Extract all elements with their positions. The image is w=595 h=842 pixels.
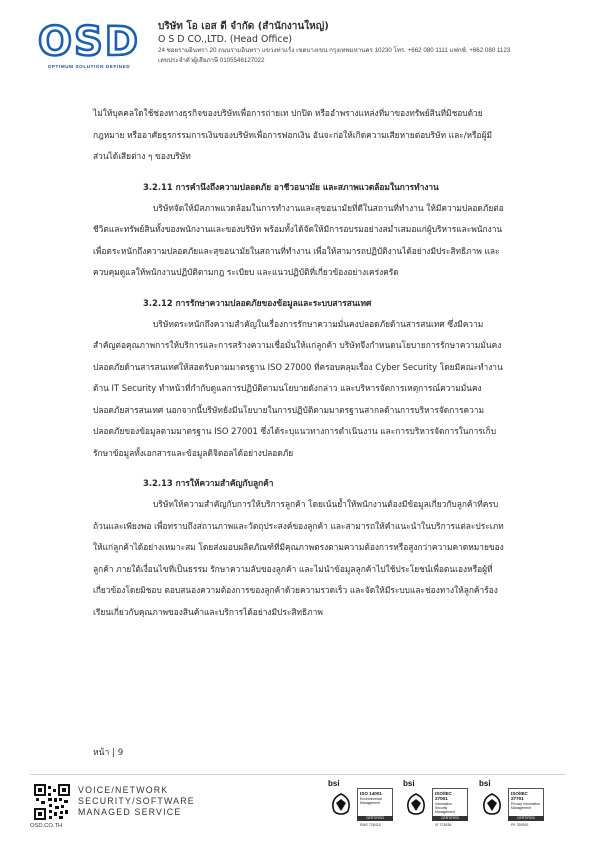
service-line-3: MANAGED SERVICE — [78, 807, 182, 817]
qr-code-icon — [34, 784, 70, 820]
cert-box — [432, 788, 468, 818]
osd-logo-mark — [30, 20, 148, 62]
osd-logo-text: OSD — [37, 20, 141, 62]
bsi-cert-iso27701 — [479, 779, 549, 831]
company-tax-id: เลขประจำตัวผู้เสียภาษี 0105546127022 — [158, 57, 265, 64]
cert-standard: ISO/IEC 27701 — [511, 791, 528, 801]
cert-status: CERTIFIED — [357, 816, 393, 821]
cert-description: Privacy Information Management — [511, 802, 541, 810]
footer-website: OSD.CO.TH — [30, 823, 63, 829]
cert-code: PII 759553 — [511, 823, 529, 827]
cert-code: IS 723838 — [435, 823, 452, 827]
cert-box — [508, 788, 544, 818]
intro-paragraph: ไม่ให้บุคคลใดใช้ช่องทางธุรกิจของบริษัทเพื่อการถ่ายเท ปกปิด หรืออำพรางแหล่งที่มาของทรัพย์สินที่มิชอบด้วยกฎหมาย หรืออาศัยธุรกรรมการเงินของบริษัทเพื่อการฟอกเงิน อันจะก่อให้เกิดความเสียหายต่อบริษัท และ/หรือผู้มีส่วนได้เสียต่าง ๆ ของบริษัท — [93, 108, 493, 161]
osd-logo — [30, 20, 148, 76]
cert-status: CERTIFIED — [508, 816, 544, 821]
section-heading-3-2-12: 3.2.12 การรักษาความปลอดภัยของข้อมูลและระบบสารสนเทศ — [143, 297, 372, 308]
service-line-1: VOICE/NETWORK — [78, 785, 169, 795]
cert-description: Information Security Management — [435, 802, 455, 814]
company-name-en: O S D CO.,LTD. (Head Office) — [158, 34, 293, 45]
bsi-logo: bsi — [403, 779, 415, 788]
kitemark-icon — [403, 791, 429, 817]
cert-box — [357, 788, 393, 818]
section-heading-3-2-13: 3.2.13 การให้ความสำคัญกับลูกค้า — [143, 478, 274, 488]
section-text-3-2-13: บริษัทให้ความสำคัญกับการให้บริการลูกค้า โดยเน้นย้ำให้พนักงานต้องมีข้อมูลเกี่ยวกับลูกค้าที่ครบถ้วนและเพียงพอ เพื่อทราบถึงสถานภาพและวัตถุประสงค์ของลูกค้า และสามารถให้คำแนะนำในบริการแต่ละประเภทให้แก่ลูกค้าได้อย่างเหมาะสม โดยส่งมอบผลิตภัณฑ์ที่มีคุณภาพตรงตามความต้องการหรือสูงกว่าความคาดหมายของลูกค้า ภายใต้เงื่อนไขที่เป็นธรรม รักษาความลับของลูกค้า และไม่นำข้อมูลลูกค้าไปใช้ประโยชน์เพื่อตนเองหรือผู้ที่เกี่ยวข้องโดยมิชอบ ตอบสนองความต้องการของลูกค้าด้วยความรวดเร็ว และจัดให้มีระบบและช่องทางให้ลูกค้าร้องเรียนเกี่ยวกับคุณภาพของสินค้าและบริการได้อย่างมีประสิทธิภาพ — [93, 499, 504, 617]
section-text-3-2-11: บริษัทจัดให้มีสภาพแวดล้อมในการทำงานและสุขอนามัยที่ดีในสถานที่ทำงาน ให้มีความปลอดภัยต่อชีวิตและทรัพย์สินทั้งของพนักงานและของบริษัท พร้อมทั้งได้จัดให้มีการอบรมอย่างสม่ำเสมอแก่ผู้บริหารและพนักงานเพื่อตระหนักถึงความปลอดภัยและสุขอนามัยในสถานที่ทำงาน เพื่อให้สามารถปฏิบัติงานได้อย่างมีประสิทธิภาพ และควบคุมดูแลให้พนักงานปฏิบัติตามกฎ ระเบียบ และแนวปฏิบัติที่เกี่ยวข้องอย่างเคร่งครัด — [93, 202, 504, 277]
company-info — [158, 20, 578, 66]
cert-status: CERTIFIED — [432, 816, 468, 821]
kitemark-icon — [479, 791, 505, 817]
kitemark-icon — [328, 791, 354, 817]
page-number: หน้า | 9 — [93, 748, 124, 758]
bsi-cert-iso14001 — [328, 779, 398, 831]
section-text-3-2-12: บริษัทตระหนักถึงความสำคัญในเรื่องการรักษาความมั่นคงปลอดภัยด้านสารสนเทศ ซึ่งมีความสำคัญต่อคุณภาพการให้บริการและการสร้างความเชื่อมั่นให้แก่ลูกค้า บริษัทจึงกำหนดนโยบายการรักษาความมั่นคงปลอดภัยด้านสารสนเทศให้สอดรับตามมาตรฐาน ISO 27000 ที่ครอบคลุมเรื่อง Cyber Security โดยมีคณะทำงานด้าน IT Security ทำหน้าที่กำกับดูแลการปฏิบัติตามนโยบายดังกล่าว และบริหารจัดการเหตุการณ์ความมั่นคงปลอดภัยสารสนเทศ นอกจากนี้บริษัทยังมีนโยบายในการปฏิบัติตามมาตรฐานสากลด้านการบริหารจัดการความปลอดภัยของข้อมูลตามมาตรฐาน ISO 27001 ซึ่งได้ระบุแนวทางการดำเนินงาน และการบริหารจัดการในการเก็บรักษาข้อมูลทั้งเอกสารและข้อมูลดิจิตอลได้อย่างปลอดภัย — [93, 318, 503, 458]
cert-standard: ISO 14001 — [360, 791, 382, 796]
company-name-th: บริษัท โอ เอส ดี จำกัด (สำนักงานใหญ่) — [158, 21, 329, 32]
document-body — [93, 103, 505, 623]
footer-services — [78, 785, 195, 818]
bsi-logo: bsi — [479, 779, 491, 788]
service-line-2: SECURITY/SOFTWARE — [78, 796, 195, 806]
bsi-cert-iso27001 — [403, 779, 473, 831]
footer-divider — [30, 774, 565, 775]
bsi-logo: bsi — [328, 779, 340, 788]
logo-tagline: OPTIMUM SOLUTION DEFINED — [47, 64, 131, 69]
cert-description: Environmental Management — [360, 797, 382, 805]
cert-code: EMS 728415 — [360, 823, 381, 827]
section-heading-3-2-11: 3.2.11 การคำนึงถึงความปลอดภัย อาชีวอนามัย และสภาพแวดล้อมในการทำงาน — [143, 181, 439, 192]
company-address: 24 ซอยรามอินทรา 20 ถนนรามอินทรา แขวงท่าแร้ง เขตบางเขน กรุงเทพมหานคร 10230 โทร. +662 080 1111 แฟกซ์. +662 080 1123 — [158, 47, 511, 54]
cert-standard: ISO/IEC 27001 — [435, 791, 452, 801]
